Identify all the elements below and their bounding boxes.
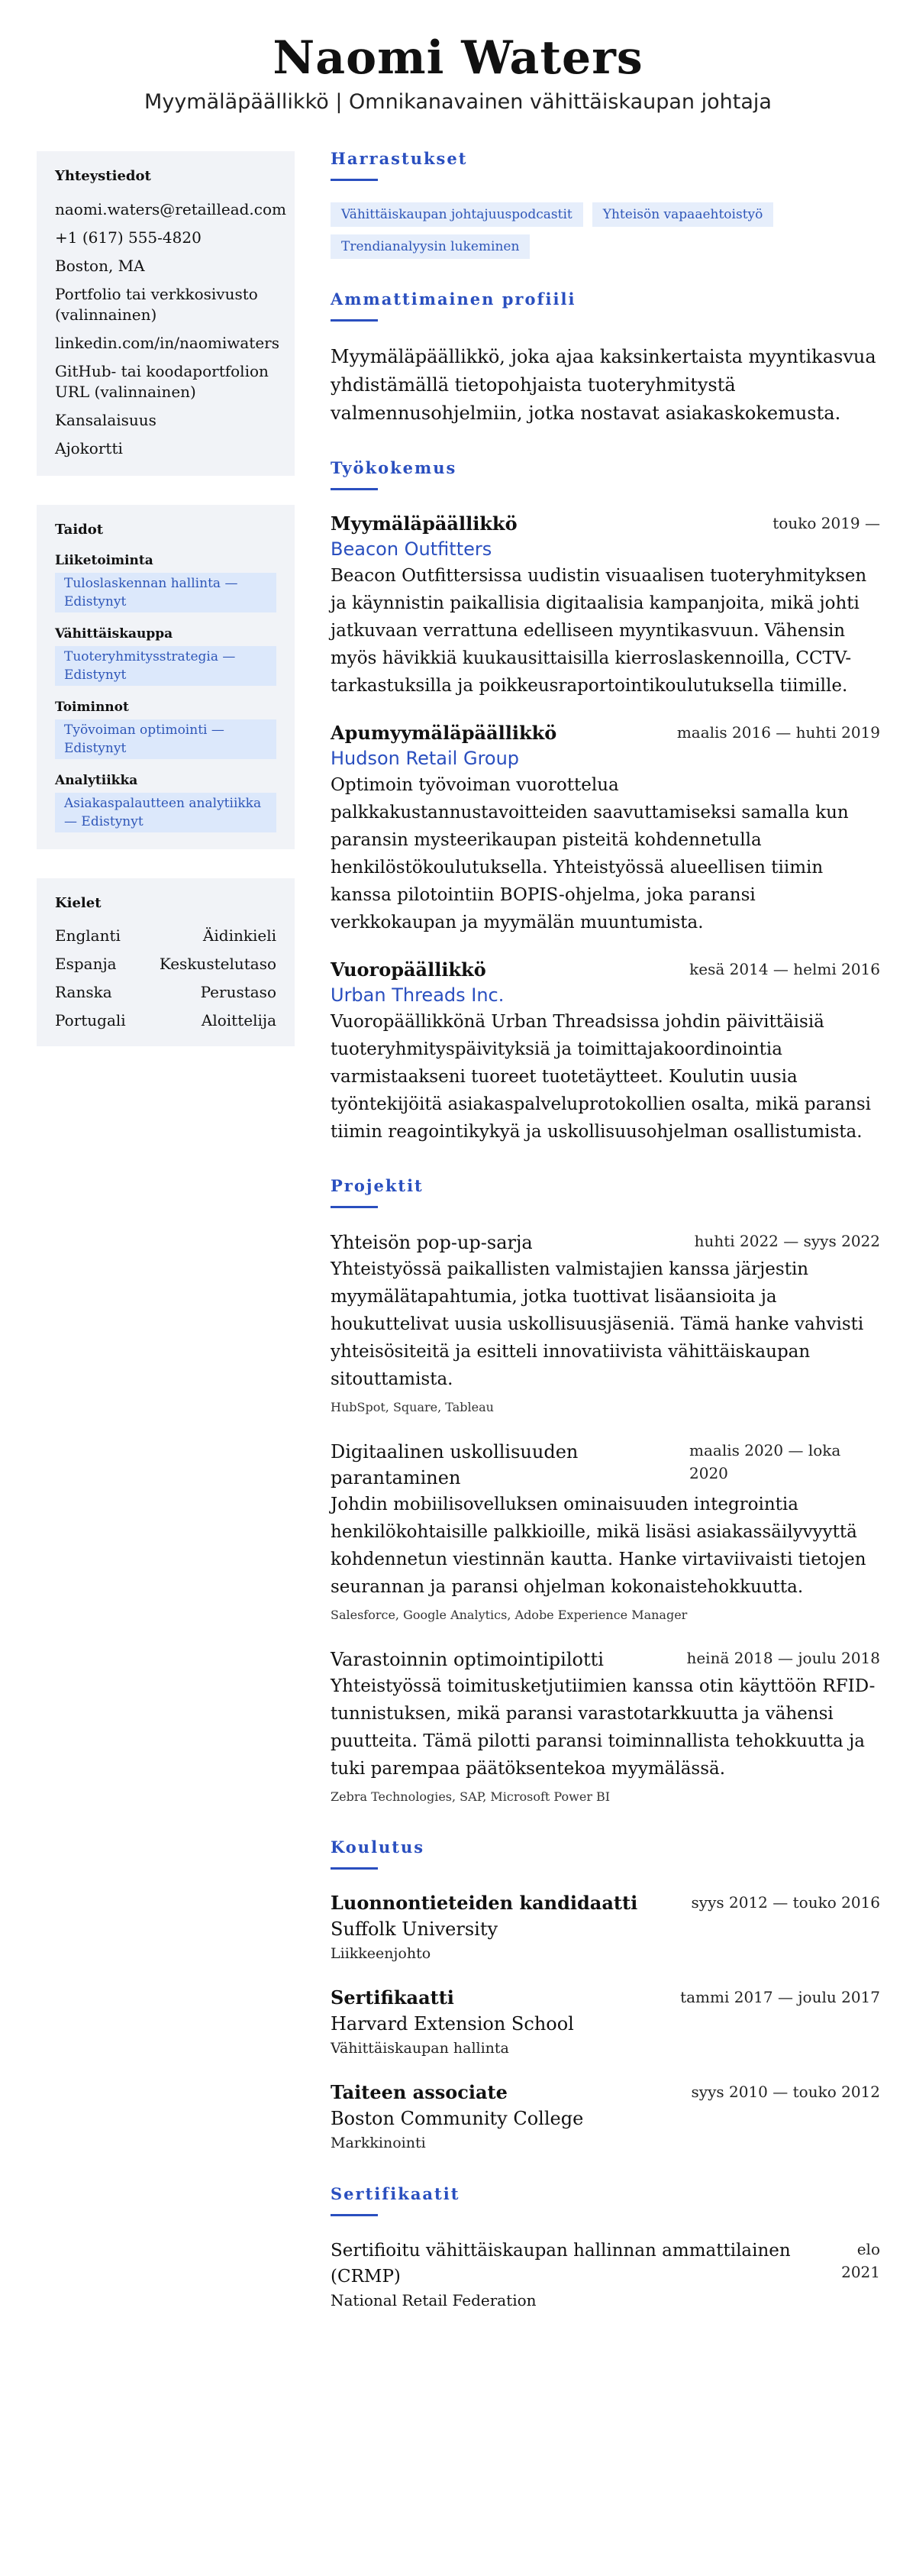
hobby-tag: Yhteisön vapaaehtoistyö (592, 202, 774, 227)
school-name: Harvard Extension School (331, 2013, 574, 2035)
resume-header (0, 31, 916, 114)
hobby-list (331, 202, 880, 259)
project-tech: Salesforce, Google Analytics, Adobe Experience Manager (331, 1608, 688, 1622)
project-description: Johdin mobiilisovelluksen ominaisuuden integrointia henkilökohtaisille palkkioille, mikä lisäsi asiakassäilyvyyttä kohdennetun viestinnän kautta. Hanke virtaviivaisti tietojen seurannan ja paransi ohjelman kokonaistehokkuutta. (331, 1495, 866, 1597)
person-name: Naomi Waters (273, 31, 643, 85)
skill-tag: Tuloslaskennan hallinta — Edistynyt (55, 573, 276, 612)
section-title: Sertifikaatit (331, 2184, 460, 2203)
language-level: Perustaso (200, 983, 276, 1001)
language-name: Portugali (55, 1011, 126, 1029)
projects-section (331, 1176, 880, 1807)
job-description: Vuoropäällikkönä Urban Threadsissa johdin päivittäisiä tuoteryhmityspäivityksiä ja toimittajakoordinointia varmistaakseni tuoreet tuotetäytteet. Koulutin uusia työntekijöitä asiakaspalveluprotokollien osalta, mikä paransi tiimin reagointikykyä ja uskollisuusohjelman osallistumista. (331, 1012, 872, 1142)
contact-title: Yhteystiedot (55, 168, 151, 184)
skill-tag: Asiakaspalautteen analytiikka — Edistynyt (55, 793, 276, 832)
school-name: Boston Community College (331, 2108, 584, 2129)
hobby-tag: Vähittäiskaupan johtajuuspodcastit (331, 202, 583, 227)
job-dates: maalis 2016 — huhti 2019 (676, 723, 880, 742)
company-name: Beacon Outfitters (331, 538, 492, 560)
degree-name: Sertifikaatti (331, 1986, 454, 2009)
field-of-study: Liikkeenjohto (331, 1945, 431, 1962)
language-row (55, 926, 276, 945)
main-content (331, 149, 880, 2342)
skill-group (55, 773, 276, 832)
skill-group (55, 626, 276, 686)
education-entry (331, 1891, 880, 1964)
field-of-study: Vähittäiskaupan hallinta (331, 2040, 509, 2057)
experience-entry (331, 512, 880, 700)
language-name: Ranska (55, 983, 112, 1001)
language-name: Englanti (55, 926, 121, 945)
skill-group-name: Liiketoiminta (55, 553, 153, 568)
skill-group-name: Toiminnot (55, 700, 129, 715)
project-dates: heinä 2018 — joulu 2018 (686, 1649, 880, 1667)
languages-title: Kielet (55, 895, 102, 911)
project-name: Digitaalinen uskollisuuden parantaminen (331, 1441, 579, 1488)
language-level: Äidinkieli (202, 926, 276, 945)
certificate-name: Sertifioitu vähittäiskaupan hallinnan ammattilainen (CRMP) (331, 2241, 791, 2287)
language-level: Aloittelija (201, 1011, 276, 1029)
company-name: Urban Threads Inc. (331, 984, 505, 1006)
profile-summary: Myymäläpäällikkö, joka ajaa kaksinkertaista myyntikasvua yhdistämällä tietopohjaista tuoteryhmitystä valmennusohjelmiin, jotka nostavat asiakaskokemusta. (331, 346, 876, 424)
education-section (331, 1837, 880, 2154)
education-dates: syys 2012 — touko 2016 (691, 1893, 880, 1912)
project-entry (331, 1439, 880, 1625)
education-entry (331, 2080, 880, 2154)
job-title: Myymäläpäällikkö (331, 512, 518, 535)
contact-linkedin[interactable]: linkedin.com/in/naomiwaters (55, 334, 279, 352)
contact-phone[interactable]: +1 (617) 555-4820 (55, 228, 202, 247)
contact-citizenship: Kansalaisuus (55, 411, 156, 429)
language-level: Keskustelutaso (159, 955, 276, 973)
project-name: Yhteisön pop-up-sarja (331, 1232, 533, 1253)
skill-group (55, 700, 276, 759)
experience-entry (331, 958, 880, 1146)
contact-card (37, 151, 295, 476)
project-dates: huhti 2022 — syys 2022 (694, 1232, 880, 1250)
section-divider (331, 1206, 378, 1208)
section-title: Projektit (331, 1176, 424, 1195)
job-dates: touko 2019 — (772, 514, 880, 532)
language-row (55, 1011, 276, 1029)
project-dates: maalis 2020 — loka 2020 (689, 1441, 841, 1482)
section-divider (331, 319, 378, 322)
experience-entry (331, 721, 880, 936)
sidebar (37, 151, 295, 1075)
contact-portfolio: Portfolio tai verkkosivusto (valinnainen) (55, 285, 258, 324)
education-entry (331, 1986, 880, 2059)
language-name: Espanja (55, 955, 117, 973)
project-name: Varastoinnin optimointipilotti (331, 1649, 604, 1670)
education-dates: syys 2010 — touko 2012 (691, 2083, 880, 2101)
job-description: Beacon Outfittersissa uudistin visuaalisen tuoteryhmityksen ja käynnistin paikallisia digitaalisia kampanjoita, mikä johti jatkuvaan verrattuna edelliseen myyntikasvuun. Vähensin myös hävikkiä kuukausittaisilla kierroslaskennoilla, CCTV-tarkastuksilla ja poikkeusraportointikoulutuksella tiimille. (331, 566, 867, 696)
skill-group (55, 553, 276, 612)
project-tech: HubSpot, Square, Tableau (331, 1400, 494, 1414)
headline: Myymäläpäällikkö | Omnikanavainen vähittäiskaupan johtaja (144, 90, 772, 114)
project-tech: Zebra Technologies, SAP, Microsoft Power BI (331, 1789, 611, 1804)
project-entry (331, 1230, 880, 1417)
project-entry (331, 1647, 880, 1807)
section-title: Koulutus (331, 1837, 425, 1857)
job-dates: kesä 2014 — helmi 2016 (689, 960, 880, 978)
contact-github: GitHub- tai koodaportfolion URL (valinnainen) (55, 362, 269, 401)
degree-name: Taiteen associate (331, 2081, 508, 2103)
skill-group-name: Vähittäiskauppa (55, 626, 173, 642)
skill-tag: Tuoteryhmitysstrategia — Edistynyt (55, 646, 276, 686)
section-divider (331, 2214, 378, 2216)
section-divider (331, 1867, 378, 1870)
certificate-issuer: National Retail Federation (331, 2291, 537, 2309)
certificates-section (331, 2184, 880, 2311)
project-description: Yhteistyössä paikallisten valmistajien kanssa järjestin myymälätapahtumia, jotka tuottivat lisäansioita ja houkuttelivat uusia uskollisuusjäseniä. Tämä hanke vahvisti yhteisösiteitä ja esitteli innovatiivista vähittäiskaupan sitouttamista. (331, 1259, 864, 1389)
degree-name: Luonnontieteiden kandidaatti (331, 1892, 638, 1914)
section-title: Harrastukset (331, 149, 468, 168)
skill-tag: Työvoiman optimointi — Edistynyt (55, 719, 276, 759)
project-description: Yhteistyössä toimitusketjutiimien kanssa otin käyttöön RFID-tunnistuksen, mikä paransi varastotarkkuutta ja vähensi puutteita. Tämä pilotti paransi toiminnallista tehokkuutta ja tuki parempaa päätöksentekoa myymälässä. (331, 1676, 876, 1779)
section-title: Työkokemus (331, 458, 457, 477)
skill-group-name: Analytiikka (55, 773, 138, 788)
company-name: Hudson Retail Group (331, 748, 520, 769)
education-dates: tammi 2017 — joulu 2017 (680, 1988, 880, 2006)
section-divider (331, 488, 378, 490)
job-description: Optimoin työvoiman vuorottelua palkkakustannustavoitteiden saavuttamiseksi samalla kun paransin mysteerikaupan pisteitä kohdennetulla henkilöstökoulutuksella. Yhteistyössä alueellisen tiimin kanssa pilotointiin BOPIS-ohjelma, joka paransi verkkokaupan ja myymälän muuntumista. (331, 775, 849, 932)
certificate-entry (331, 2238, 880, 2311)
hobbies-section (331, 149, 880, 259)
contact-email[interactable]: naomi.waters@retaillead.com (55, 200, 286, 218)
job-title: Apumyymäläpäällikkö (331, 722, 557, 744)
section-title: Ammattimainen profiili (331, 289, 576, 309)
section-divider (331, 179, 378, 181)
profile-section (331, 289, 880, 428)
language-row (55, 983, 276, 1001)
contact-location: Boston, MA (55, 257, 145, 275)
field-of-study: Markkinointi (331, 2135, 426, 2151)
languages-card (37, 878, 295, 1046)
hobby-tag: Trendianalyysin lukeminen (331, 234, 530, 259)
skills-card (37, 505, 295, 849)
certificate-date: elo 2021 (841, 2240, 880, 2281)
school-name: Suffolk University (331, 1918, 498, 1940)
skills-title: Taidot (55, 522, 104, 538)
language-row (55, 955, 276, 973)
contact-license: Ajokortti (55, 439, 123, 457)
experience-section (331, 458, 880, 1146)
job-title: Vuoropäällikkö (331, 958, 486, 981)
